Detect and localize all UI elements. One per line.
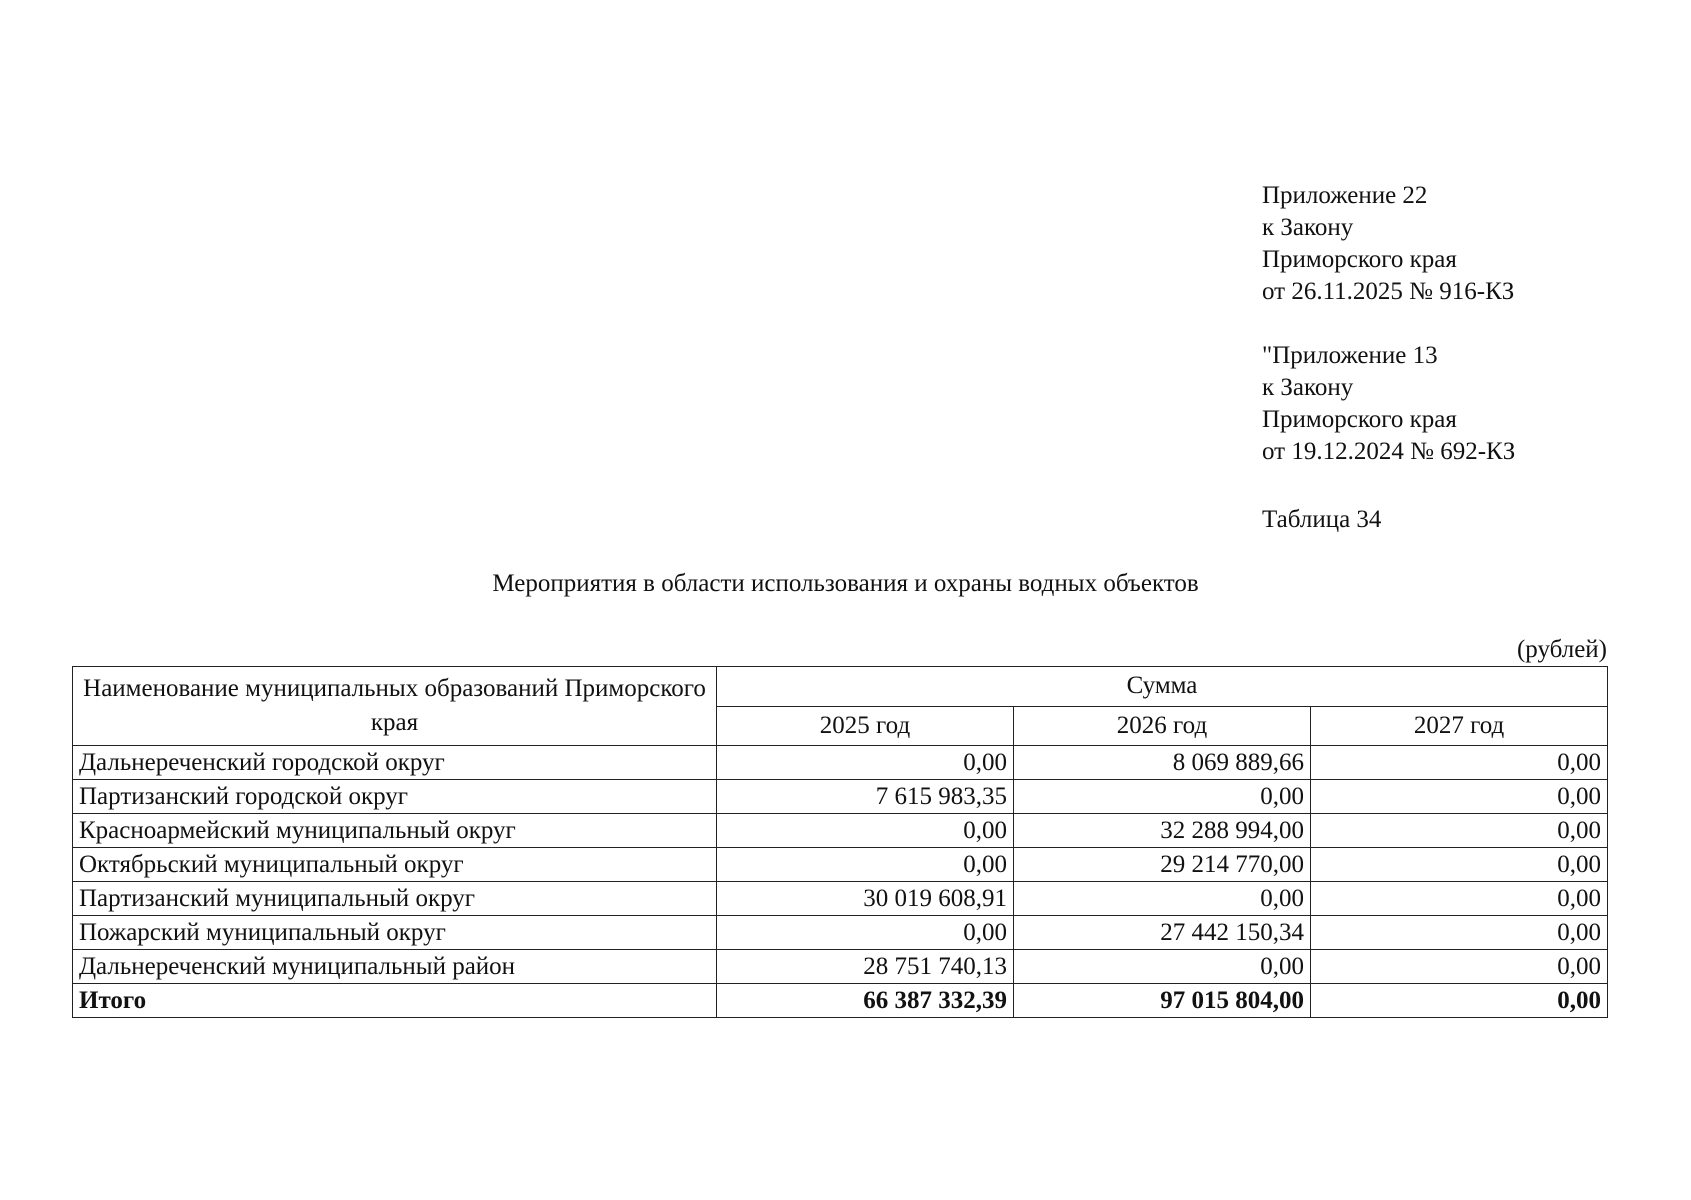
amount-2027: 0,00 [1311, 814, 1608, 848]
annex-line: к Закону [1262, 374, 1354, 401]
annex-line: от 26.11.2025 № 916-КЗ [1262, 278, 1515, 305]
municipality-name: Партизанский городской округ [73, 780, 717, 814]
amount-2026: 27 442 150,34 [1014, 916, 1311, 950]
amount-2025: 0,00 [717, 814, 1014, 848]
table-row [73, 746, 1608, 780]
table-row [73, 916, 1608, 950]
year-header-2026: 2026 год [1014, 706, 1311, 746]
amount-2026: 0,00 [1014, 780, 1311, 814]
amount-2025: 0,00 [717, 916, 1014, 950]
amount-2025: 28 751 740,13 [717, 950, 1014, 984]
amount-2027: 0,00 [1311, 780, 1608, 814]
amount-2026: 0,00 [1014, 950, 1311, 984]
table-row [73, 950, 1608, 984]
municipality-name: Октябрьский муниципальный округ [73, 848, 717, 882]
allocation-table [72, 666, 1608, 1018]
name-column-header: Наименование муниципальных образований Приморского края [73, 667, 717, 746]
year-header-2025: 2025 год [717, 706, 1014, 746]
amount-2026: 29 214 770,00 [1014, 848, 1311, 882]
amount-2027: 0,00 [1311, 882, 1608, 916]
municipality-name: Дальнереченский городской округ [73, 746, 717, 780]
amount-2026: 32 288 994,00 [1014, 814, 1311, 848]
amount-2026: 0,00 [1014, 882, 1311, 916]
amount-2027: 0,00 [1311, 950, 1608, 984]
municipality-name: Дальнереченский муниципальный район [73, 950, 717, 984]
amount-2027: 0,00 [1311, 746, 1608, 780]
table-row [73, 814, 1608, 848]
annex-line: к Закону [1262, 214, 1354, 241]
municipality-name: Красноармейский муниципальный округ [73, 814, 717, 848]
total-2027: 0,00 [1311, 984, 1608, 1018]
annex-line: Приморского края [1262, 246, 1457, 273]
table-row [73, 882, 1608, 916]
sum-column-header: Сумма [717, 667, 1608, 707]
amount-2025: 0,00 [717, 848, 1014, 882]
annex-block [1262, 180, 1515, 500]
table-header-row [73, 667, 1608, 707]
total-label: Итого [73, 984, 717, 1018]
table-label: Таблица 34 [1262, 506, 1382, 533]
unit-note: (рублей) [1516, 636, 1607, 663]
table-row [73, 780, 1608, 814]
total-row [73, 984, 1608, 1018]
table-row [73, 848, 1608, 882]
amount-2026: 8 069 889,66 [1014, 746, 1311, 780]
amount-2027: 0,00 [1311, 848, 1608, 882]
annex-amended [1262, 340, 1515, 468]
annex-line: "Приложение 13 [1262, 342, 1438, 369]
municipality-name: Партизанский муниципальный округ [73, 882, 717, 916]
annex-line: от 19.12.2024 № 692-КЗ [1262, 438, 1516, 465]
amount-2025: 7 615 983,35 [717, 780, 1014, 814]
annex-current [1262, 180, 1515, 308]
total-2025: 66 387 332,39 [717, 984, 1014, 1018]
annex-line: Приложение 22 [1262, 182, 1428, 209]
annex-line: Приморского края [1262, 406, 1457, 433]
amount-2025: 0,00 [717, 746, 1014, 780]
amount-2025: 30 019 608,91 [717, 882, 1014, 916]
total-2026: 97 015 804,00 [1014, 984, 1311, 1018]
amount-2027: 0,00 [1311, 916, 1608, 950]
year-header-2027: 2027 год [1311, 706, 1608, 746]
municipality-name: Пожарский муниципальный округ [73, 916, 717, 950]
document-title: Мероприятия в области использования и охраны водных объектов [492, 570, 1199, 597]
